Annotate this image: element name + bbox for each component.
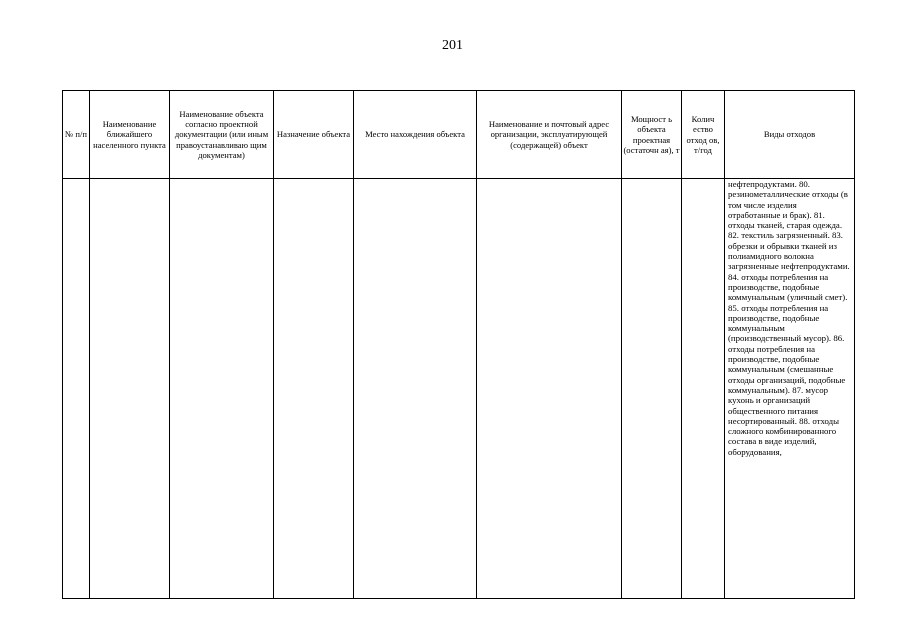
- header-nearest-settlement: Наименование ближайшего населенного пункта: [90, 91, 170, 179]
- header-object-purpose: Назначение объекта: [274, 91, 354, 179]
- header-object-name: Наименование объекта согласно проектной документации (или иным правоустанавливаю щим документам): [170, 91, 274, 179]
- cell-nearest-settlement: [90, 179, 170, 599]
- header-object-location: Место нахождения объекта: [354, 91, 477, 179]
- header-operating-organization: Наименование и почтовый адрес организации, эксплуатирующей (содержащей) объект: [477, 91, 622, 179]
- waste-types-text: нефтепродуктами. 80. резинометаллические отходы (в том числе изделия отработанные и брак). 81. отходы тканей, старая одежда. 82. текстиль загрязненный. 83. обрезки и обрывки тканей из полиамидного волокна загрязненные нефтепродуктами. 84. отходы потребления на производстве, подобные коммунальным (уличный смет). 85. отходы потребления на производстве, подобные коммунальным (производственный мусор). 86. отходы потребления на производстве, подобные коммунальным (смешанные отходы организаций, подобные коммунальным). 87. мусор кухонь и организаций общественного питания несортированный. 88. отходы сложного комбинированного состава в виде изделий, оборудования,: [728, 179, 850, 457]
- cell-row-number: [63, 179, 90, 599]
- cell-object-purpose: [274, 179, 354, 599]
- header-waste-quantity: Колич ество отход ов, т/год: [682, 91, 725, 179]
- cell-object-name: [170, 179, 274, 599]
- cell-waste-quantity: [682, 179, 725, 599]
- cell-waste-types: [725, 179, 855, 599]
- page-number: 201: [442, 38, 463, 53]
- header-object-capacity: Мощност ь объекта проектная (остаточн ая), т: [622, 91, 682, 179]
- table-header-row: [63, 91, 855, 179]
- cell-object-capacity: [622, 179, 682, 599]
- cell-operating-organization: [477, 179, 622, 599]
- cell-object-location: [354, 179, 477, 599]
- header-waste-types: Виды отходов: [725, 91, 855, 179]
- header-row-number: № п/п: [63, 91, 90, 179]
- waste-objects-table: [62, 90, 855, 599]
- table-row: [63, 179, 855, 599]
